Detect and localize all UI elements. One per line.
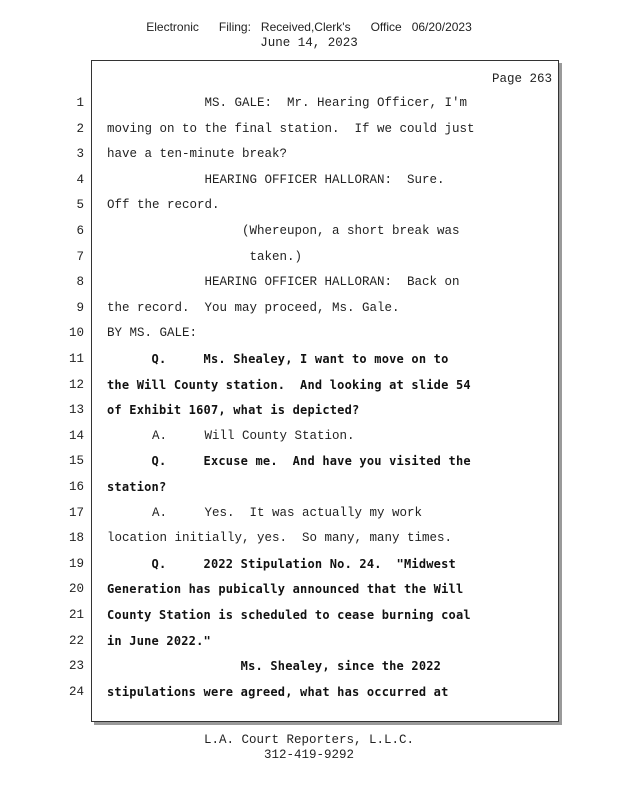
- transcript-line: A. Will County Station.: [107, 429, 355, 443]
- line-number: 5: [76, 198, 84, 212]
- transcript-line: (Whereupon, a short break was: [107, 224, 460, 238]
- line-number: 20: [68, 582, 84, 596]
- line-number: 13: [68, 403, 84, 417]
- transcript-line: Generation has pubically announced that the Will: [107, 582, 464, 596]
- transcript-line: the Will County station. And looking at slide 54: [107, 378, 471, 392]
- line-number: 16: [68, 480, 84, 494]
- line-number: 24: [68, 685, 84, 699]
- line-number: 3: [76, 147, 84, 161]
- line-number: 23: [68, 659, 84, 673]
- line-number: 21: [68, 608, 84, 622]
- line-number: 4: [76, 173, 84, 187]
- transcript-line: Q. Excuse me. And have you visited the: [107, 454, 471, 468]
- page-number: Page 263: [491, 72, 552, 86]
- line-number: 15: [68, 454, 84, 468]
- transcript-line: County Station is scheduled to cease burning coal: [107, 608, 471, 622]
- line-number: 22: [68, 634, 84, 648]
- line-number: 8: [76, 275, 84, 289]
- reporter-company: L.A. Court Reporters, L.L.C.: [203, 733, 415, 747]
- line-number: 11: [68, 352, 84, 366]
- line-number: 14: [68, 429, 84, 443]
- transcript-line: the record. You may proceed, Ms. Gale.: [107, 301, 400, 315]
- line-number: 7: [76, 250, 84, 264]
- line-number: 17: [68, 506, 84, 520]
- transcript-date: June 14, 2023: [260, 36, 358, 50]
- transcript-line: Q. Ms. Shealey, I want to move on to: [107, 352, 449, 366]
- line-number: 1: [76, 96, 84, 110]
- footer: [0, 733, 618, 763]
- line-number: 2: [76, 122, 84, 136]
- line-number: 18: [68, 531, 84, 545]
- transcript-line: station?: [107, 480, 167, 494]
- transcript-line: of Exhibit 1607, what is depicted?: [107, 403, 360, 417]
- line-number: 9: [76, 301, 84, 315]
- transcript-line: stipulations were agreed, what has occurred at: [107, 685, 449, 699]
- line-number: 6: [76, 224, 84, 238]
- transcript-line: HEARING OFFICER HALLORAN: Back on: [107, 275, 460, 289]
- line-number: 12: [68, 378, 84, 392]
- transcript-line: Ms. Shealey, since the 2022: [107, 659, 442, 673]
- transcript-line: BY MS. GALE:: [107, 326, 198, 340]
- reporter-phone: 312-419-9292: [263, 748, 354, 762]
- transcript-line: moving on to the final station. If we could just: [107, 122, 475, 136]
- line-number: 10: [68, 326, 84, 340]
- transcript-line: Q. 2022 Stipulation No. 24. "Midwest: [107, 557, 456, 571]
- transcript-line: taken.): [107, 250, 303, 264]
- transcript-line: Off the record.: [107, 198, 220, 212]
- transcript-line: location initially, yes. So many, many times.: [107, 531, 453, 545]
- line-number: 19: [68, 557, 84, 571]
- filing-stamp: Electronic Filing: Received,Clerk's Office 06/20/2023: [146, 20, 472, 34]
- transcript-line: HEARING OFFICER HALLORAN: Sure.: [107, 173, 445, 187]
- transcript-line: have a ten-minute break?: [107, 147, 288, 161]
- transcript-line: in June 2022.": [107, 634, 211, 648]
- transcript-line: MS. GALE: Mr. Hearing Officer, I'm: [107, 96, 468, 110]
- transcript-line: A. Yes. It was actually my work: [107, 506, 423, 520]
